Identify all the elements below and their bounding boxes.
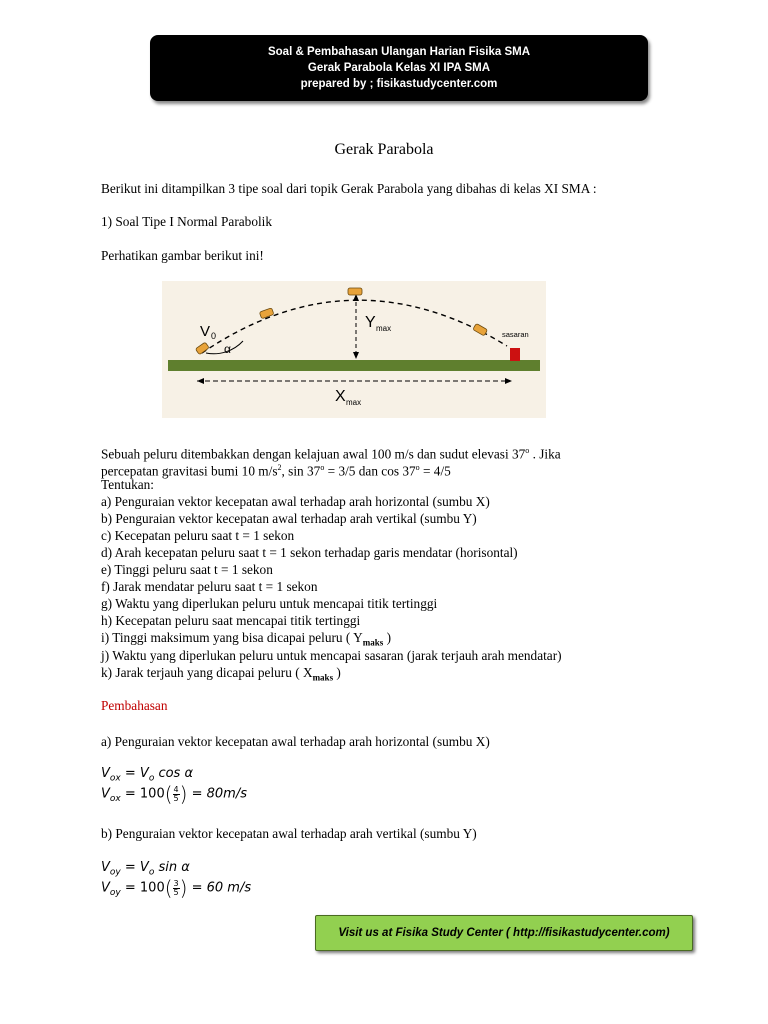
question-h: h) Kecepatan peluru saat mencapai titik tertinggi [101,613,361,628]
xmax-label: X [335,388,346,405]
intro-text: Berikut ini ditampilkan 3 tipe soal dari topik Gerak Parabola yang dibahas di kelas XI SMA : [101,181,597,196]
section-1-heading: 1) Soal Tipe I Normal Parabolik [101,214,273,229]
v0-sub: 0 [211,331,217,341]
header-line-2: Gerak Parabola Kelas XI IPA SMA [307,62,491,74]
question-c: c) Kecepatan peluru saat t = 1 sekon [101,528,295,543]
problem-line-2: percepatan gravitasi bumi 10 $m/s^2$, $\sin 37^o = 3/5$ dan $\cos 37^o = 4/5$ [101,463,451,479]
ymax-sub: max [376,324,392,333]
header-line-3: prepared by ; fisikastudycenter.com [300,78,498,90]
solution-a-text: a) Penguraian vektor kecepatan awal terhadap arah horizontal (sumbu X) [101,734,490,749]
question-f: f) Jarak mendatar peluru saat t = 1 sekon [101,579,318,594]
alpha-label: α [224,342,231,356]
solution-a-eq-2: $V_{ox} = 100$( $\frac{4}{5}$ ) = 80m/s [101,782,247,806]
v0-label: V [200,323,211,340]
problem-line-1: Sebuah peluru ditembakkan dengan kelajuan awal 100 m/s dan sudut elevasi 37$^o$ . Jika [101,446,561,462]
question-b: b) Penguraian vektor kecepatan awal terhadap arah vertikal (sumbu Y) [101,511,477,526]
footer-banner[interactable] [315,915,693,951]
solution-heading: Pembahasan [101,698,168,713]
question-a: a) Penguraian vektor kecepatan awal terhadap arah horizontal (sumbu X) [101,494,490,509]
target-label: sasaran [502,330,529,339]
question-k: k) Jarak terjauh yang dicapai peluru ( $X_{maks}$ ) [101,665,341,683]
header-line-1: Soal & Pembahasan Ulangan Harian Fisika SMA [267,46,531,58]
page-title: Gerak Parabola [334,141,434,158]
footer-link-text[interactable]: Visit us at Fisika Study Center ( http://fisikastudycenter.com) [338,927,670,939]
look-text: Perhatikan gambar berikut ini! [101,248,264,263]
header-banner [150,35,648,101]
parabola-figure [162,281,546,418]
question-d: d) Arah kecepatan peluru saat t = 1 sekon terhadap garis mendatar (horisontal) [101,545,518,560]
question-i: i) Tinggi maksimum yang bisa dicapai peluru ( $Y_{maks}$ ) [101,630,392,648]
question-j: j) Waktu yang diperlukan peluru untuk mencapai sasaran (jarak terjauh arah mendatar) [101,648,562,663]
question-e: e) Tinggi peluru saat t = 1 sekon [101,562,273,577]
solution-a-eq-1: $V_{ox} = V_o$ cos α [101,766,194,784]
parabola-diagram [162,281,546,418]
solution-b-eq-1: $V_{oy} = V_o$ sin α [101,860,190,878]
solution-b-eq-2: $V_{oy} = 100$( $\frac{3}{5}$ ) = 60 m/s [101,876,252,900]
xmax-sub: max [346,398,362,407]
tentukan-label: Tentukan: [101,477,154,492]
question-g: g) Waktu yang diperlukan peluru untuk mencapai titik tertinggi [101,596,438,611]
ymax-label: Y [365,314,376,331]
solution-b-text: b) Penguraian vektor kecepatan awal terhadap arah vertikal (sumbu Y) [101,826,477,841]
